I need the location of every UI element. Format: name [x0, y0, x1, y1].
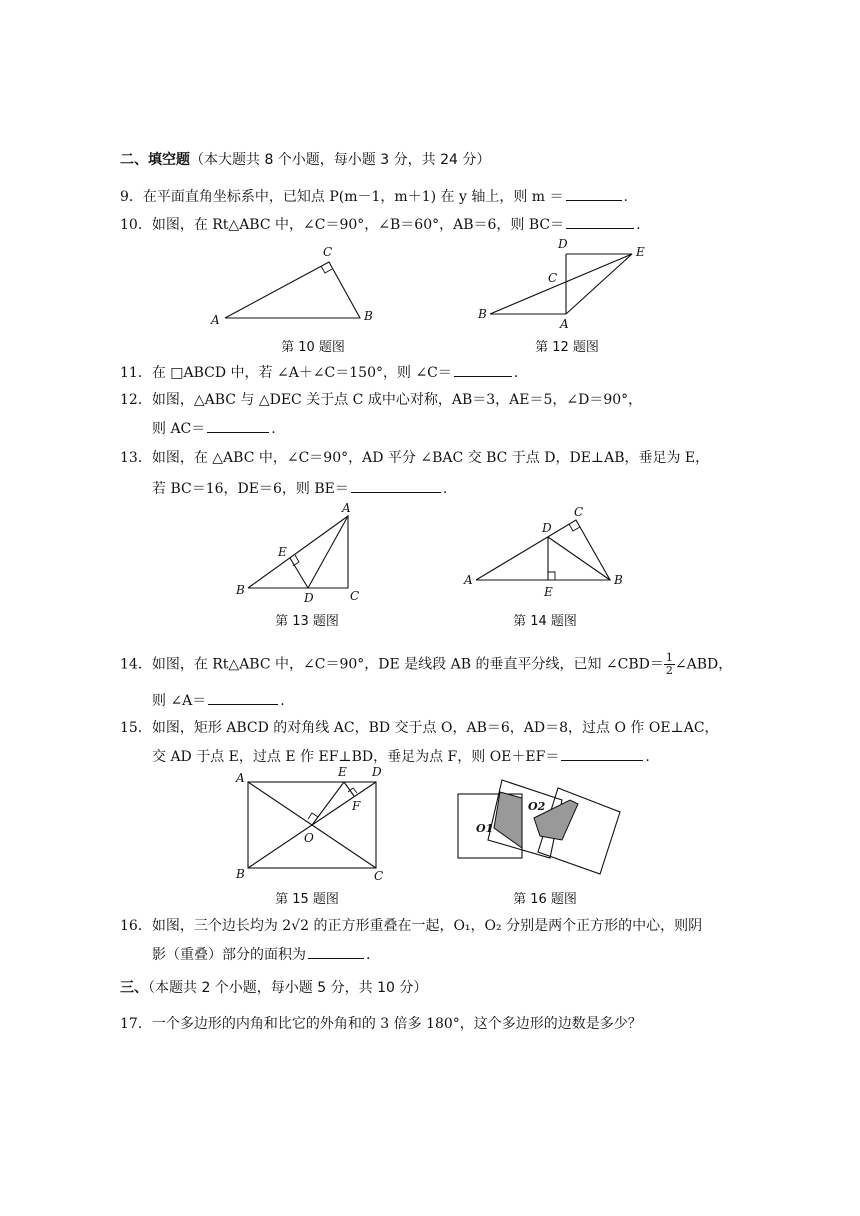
figure-12 [470, 236, 660, 332]
answer-blank-12[interactable] [207, 418, 269, 433]
section-2-title: 二、填空题 [120, 152, 190, 168]
figure-15 [232, 764, 394, 886]
section-3-header [120, 978, 427, 998]
fig13-label-b: B [236, 583, 245, 597]
fig13-label-c: C [350, 589, 360, 603]
question-17-text: 17．一个多边形的内角和比它的外角和的 3 倍多 180°，这个多边形的边数是多少？ [120, 1016, 642, 1032]
fig15-label-f: F [352, 799, 361, 813]
question-10-end: . [636, 217, 641, 233]
question-12 [120, 390, 642, 410]
fraction-denominator: 2 [665, 664, 673, 677]
question-9-end: . [623, 189, 628, 205]
question-11 [120, 362, 518, 383]
answer-blank-11[interactable] [454, 362, 512, 377]
answer-blank-10[interactable] [566, 214, 634, 229]
fig14-label-d: D [542, 521, 552, 535]
question-13-cont [152, 478, 447, 499]
question-13 [120, 448, 709, 468]
fig15-label-b: B [236, 867, 245, 881]
question-9 [120, 186, 628, 207]
fig14-label-c: C [574, 505, 584, 519]
caption-fig15: 第 15 题图 [275, 892, 339, 907]
fig10-label-a: A [211, 313, 220, 327]
fig13-label-e: E [278, 545, 287, 559]
caption-fig13: 第 13 题图 [275, 614, 339, 629]
question-16-cont [152, 944, 370, 965]
section-2-header [120, 150, 490, 170]
fig10-right-angle-mark [321, 266, 332, 273]
answer-blank-13[interactable] [351, 478, 441, 493]
fig13-label-a: A [342, 501, 351, 515]
fig12-label-e: E [636, 245, 645, 259]
figure-13 [230, 500, 370, 606]
question-16-text-2: 影（重叠）部分的面积为 [152, 947, 306, 963]
answer-blank-16[interactable] [308, 944, 364, 959]
question-12-text: 12．如图，△ABC 与 △DEC 关于点 C 成中心对称，AB＝3，AE＝5，∠D＝90°， [120, 392, 643, 408]
fig16-label-o1: O1 [476, 822, 494, 835]
figure-16 [452, 770, 634, 882]
fig12-label-b: B [478, 307, 487, 321]
fig12-label-c: C [548, 271, 558, 285]
fig14-label-a: A [464, 573, 473, 587]
question-12-end: . [271, 421, 276, 437]
fig16-label-o2: O2 [528, 800, 546, 813]
question-14 [120, 652, 732, 677]
fig15-label-a: A [236, 771, 245, 785]
fig12-label-d: D [558, 237, 568, 251]
caption-fig10: 第 10 题图 [281, 340, 345, 355]
fig15-label-d: D [372, 765, 382, 779]
question-16-text: 16．如图，三个边长均为 2√2 的正方形重叠在一起，O₁，O₂ 分别是两个正方形的中心，则阴 [120, 918, 703, 934]
question-14-cont [152, 690, 285, 711]
answer-blank-15[interactable] [561, 746, 643, 761]
question-14-end: . [280, 693, 285, 709]
section-3-note: （本题共 2 个小题，每小题 5 分，共 10 分） [148, 980, 428, 996]
question-14-text-2: 则 ∠A＝ [152, 693, 207, 709]
question-11-text: 11．在 □ABCD 中，若 ∠A＋∠C＝150°，则 ∠C＝ [120, 365, 452, 381]
fig15-label-e: E [338, 765, 347, 779]
fig10-label-b: B [364, 309, 373, 323]
caption-fig12: 第 12 题图 [535, 340, 599, 355]
fig10-label-c: C [323, 245, 333, 259]
question-15-cont [152, 746, 650, 767]
question-11-end: . [513, 365, 519, 381]
question-14-text-post: ∠ABD， [674, 656, 733, 673]
question-15-text: 15．如图，矩形 ABCD 的对角线 AC，BD 交于点 O，AB＝6，AD＝8，过点 O 作 OE⊥AC， [120, 720, 719, 736]
fig15-label-o: O [304, 831, 314, 845]
question-12-text-2: 则 AC＝ [152, 421, 206, 437]
question-10 [120, 214, 641, 235]
question-14-text: 14．如图，在 Rt△ABC 中，∠C＝90°，DE 是线段 AB 的垂直平分线，已知 ∠CBD＝ [120, 656, 664, 673]
fig14-label-e: E [544, 585, 553, 599]
fig10-triangle [225, 262, 360, 318]
question-15-text-2: 交 AD 于点 E，过点 E 作 EF⊥BD，垂足为点 F，则 OE＋EF＝ [152, 749, 560, 765]
question-15-end: . [645, 749, 650, 765]
fig13-label-d: D [304, 591, 314, 605]
caption-fig16: 第 16 题图 [513, 892, 577, 907]
question-16 [120, 916, 702, 936]
fraction-one-half [664, 652, 675, 677]
question-13-end: . [442, 481, 448, 497]
question-17 [120, 1014, 642, 1034]
question-13-text-2: 若 BC＝16，DE＝6，则 BE＝ [152, 481, 349, 497]
question-10-text: 10．如图，在 Rt△ABC 中，∠C＝90°，∠B＝60°，AB＝6，则 BC＝ [120, 217, 565, 233]
question-16-end: . [366, 947, 371, 963]
fig14-label-b: B [614, 573, 623, 587]
question-15 [120, 718, 719, 738]
question-9-text: 9．在平面直角坐标系中，已知点 P(m－1，m＋1) 在 y 轴上，则 m ＝ [120, 189, 564, 205]
answer-blank-9[interactable] [566, 186, 622, 201]
question-13-text: 13．如图，在 △ABC 中，∠C＝90°，AD 平分 ∠BAC 交 BC 于点 D，DE⊥AB，垂足为 E， [120, 450, 710, 466]
caption-fig14: 第 14 题图 [513, 614, 577, 629]
fig12-label-a: A [560, 317, 569, 331]
figure-10 [205, 238, 385, 328]
answer-blank-14[interactable] [208, 690, 278, 705]
question-12-cont [152, 418, 276, 439]
fig15-label-c: C [374, 869, 384, 883]
fraction-numerator: 1 [665, 651, 673, 664]
figure-14 [460, 504, 630, 600]
section-2-note: （本大题共 8 个小题，每小题 3 分，共 24 分） [190, 152, 491, 168]
section-3-title: 三、 [120, 980, 148, 996]
